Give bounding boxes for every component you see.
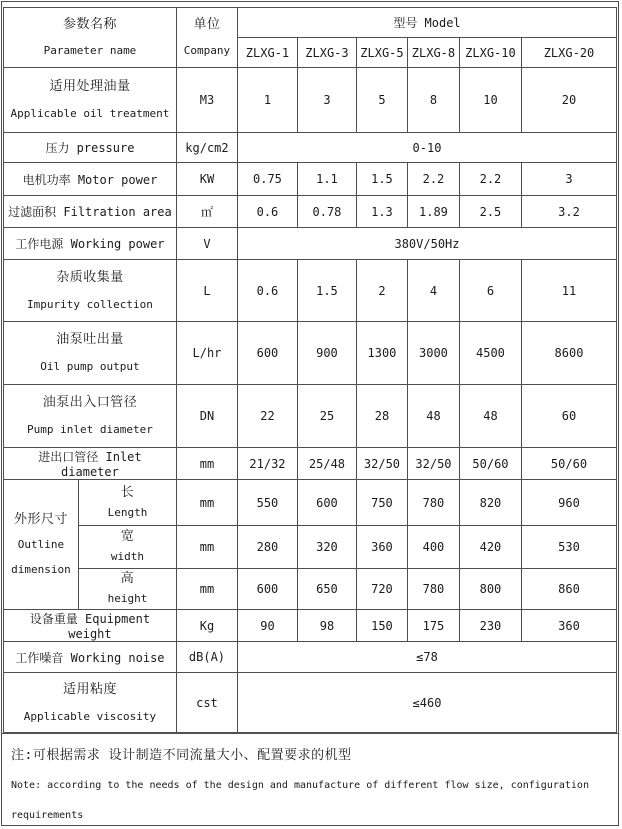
param-working-noise: 工作噪音 Working noise [3,642,176,673]
note-en-line2: requirements [11,810,84,821]
header-parameter-name [3,8,176,68]
value-cell: 0.78 [297,196,356,228]
header-parameter-name-zh: 参数名称 [62,16,117,32]
value-cell: 2.2 [407,163,459,196]
value-cell: 50/60 [521,448,616,480]
value-cell-merged: ≤78 [237,642,616,673]
note-en-line1: Note: according to the needs of the design and manufacture of different flow size, configuration [11,780,589,791]
param-oil-treatment-zh: 适用处理油量 [49,79,131,94]
param-inlet-diameter: 进出口管径 Inlet diameter [3,448,176,480]
unit-cell: KW [176,163,237,196]
value-cell: 600 [237,569,297,610]
value-cell: 5 [356,68,407,133]
value-cell: 780 [407,569,459,610]
value-cell: 150 [356,610,407,642]
unit-cell: mm [176,480,237,526]
header-model-zlxg-20: ZLXG-20 [521,38,616,68]
unit-cell: cst [176,673,237,733]
param-pump-inlet-diameter-en: Pump inlet diameter [27,423,153,436]
value-cell: 3000 [407,322,459,385]
value-cell: 530 [521,526,616,569]
value-cell: 4 [407,260,459,322]
param-oil-pump-output-en: Oil pump output [40,360,140,373]
unit-cell: ㎡ [176,196,237,228]
value-cell: 28 [356,385,407,448]
value-cell: 0.75 [237,163,297,196]
param-impurity-collection-en: Impurity collection [27,297,153,311]
outer-border-box [1,1,619,826]
value-cell: 600 [237,322,297,385]
param-pump-inlet-diameter-zh: 油泵出入口管径 [42,395,138,410]
value-cell-merged: 380V/50Hz [237,228,616,260]
param-oil-treatment-en: Applicable oil treatment [10,107,170,120]
param-equipment-weight: 设备重量 Equipment weight [3,610,176,642]
value-cell: 550 [237,480,297,526]
value-cell: 90 [237,610,297,642]
value-cell: 32/50 [356,448,407,480]
param-oil-pump-output-zh: 油泵吐出量 [56,332,124,347]
value-cell: 0.6 [237,196,297,228]
param-outline-height-zh: 高 [120,571,135,586]
value-cell: 1.5 [297,260,356,322]
header-parameter-name-en: Parameter name [43,43,137,57]
header-unit-en: Company [183,43,231,57]
value-cell: 20 [521,68,616,133]
value-cell: 360 [521,610,616,642]
value-cell: 2.5 [459,196,521,228]
value-cell: 175 [407,610,459,642]
param-outline-width [78,526,176,569]
unit-cell: mm [176,569,237,610]
value-cell: 320 [297,526,356,569]
value-cell: 48 [459,385,521,448]
value-cell: 720 [356,569,407,610]
value-cell: 360 [356,526,407,569]
value-cell-merged: 0-10 [237,133,616,163]
value-cell: 98 [297,610,356,642]
notes-section [2,733,618,829]
param-outline-dimension-en2: dimension [11,563,71,576]
param-viscosity [3,673,176,733]
value-cell: 3 [297,68,356,133]
value-cell: 820 [459,480,521,526]
value-cell: 32/50 [407,448,459,480]
header-model-zlxg-5: ZLXG-5 [356,38,407,68]
header-unit-zh: 单位 [193,16,221,32]
header-model-zlxg-10: ZLXG-10 [459,38,521,68]
value-cell: 800 [459,569,521,610]
unit-cell: M3 [176,68,237,133]
param-viscosity-zh: 适用粘度 [62,681,117,697]
header-model-group: 型号 Model [237,8,616,38]
param-pump-inlet-diameter [3,385,176,448]
value-cell: 2.2 [459,163,521,196]
unit-cell: Kg [176,610,237,642]
value-cell: 1.3 [356,196,407,228]
value-cell: 22 [237,385,297,448]
unit-cell: L/hr [176,322,237,385]
value-cell: 3 [521,163,616,196]
param-outline-length [78,480,176,526]
value-cell: 420 [459,526,521,569]
unit-cell: kg/cm2 [176,133,237,163]
value-cell: 11 [521,260,616,322]
param-viscosity-en: Applicable viscosity [23,709,157,723]
param-outline-dimension [3,480,78,610]
param-outline-dimension-en1: Outline [17,538,65,551]
param-outline-dimension-zh: 外形尺寸 [13,512,68,527]
value-cell: 1.89 [407,196,459,228]
param-outline-length-zh: 长 [120,484,135,500]
param-pressure: 压力 pressure [3,133,176,163]
value-cell: 230 [459,610,521,642]
value-cell: 60 [521,385,616,448]
value-cell: 650 [297,569,356,610]
param-outline-length-en: Length [107,505,148,519]
value-cell: 1300 [356,322,407,385]
param-impurity-collection-zh: 杂质收集量 [56,269,124,285]
spec-table [3,7,617,733]
param-oil-treatment [3,68,176,133]
value-cell: 50/60 [459,448,521,480]
value-cell: 2 [356,260,407,322]
header-model-zlxg-8: ZLXG-8 [407,38,459,68]
value-cell: 4500 [459,322,521,385]
value-cell: 3.2 [521,196,616,228]
value-cell: 6 [459,260,521,322]
value-cell: 600 [297,480,356,526]
unit-cell: L [176,260,237,322]
value-cell: 400 [407,526,459,569]
header-model-zlxg-1: ZLXG-1 [237,38,297,68]
value-cell: 780 [407,480,459,526]
value-cell: 25 [297,385,356,448]
unit-cell: mm [176,526,237,569]
value-cell: 1.1 [297,163,356,196]
param-oil-pump-output [3,322,176,385]
value-cell: 750 [356,480,407,526]
unit-cell: mm [176,448,237,480]
param-outline-width-zh: 宽 [120,529,135,544]
value-cell: 48 [407,385,459,448]
param-working-power: 工作电源 Working power [3,228,176,260]
value-cell: 1.5 [356,163,407,196]
param-outline-height-en: height [107,592,148,605]
param-outline-width-en: width [110,550,145,563]
value-cell: 8 [407,68,459,133]
value-cell-merged: ≤460 [237,673,616,733]
value-cell: 900 [297,322,356,385]
unit-cell: dB(A) [176,642,237,673]
value-cell: 280 [237,526,297,569]
value-cell: 8600 [521,322,616,385]
param-outline-height [78,569,176,610]
value-cell: 21/32 [237,448,297,480]
param-filtration-area: 过滤面积 Filtration area [3,196,176,228]
value-cell: 0.6 [237,260,297,322]
param-motor-power: 电机功率 Motor power [3,163,176,196]
header-model-zlxg-3: ZLXG-3 [297,38,356,68]
value-cell: 860 [521,569,616,610]
value-cell: 10 [459,68,521,133]
param-impurity-collection [3,260,176,322]
note-zh: 注:可根据需求 设计制造不同流量大小、配置要求的机型 [11,748,352,763]
value-cell: 25/48 [297,448,356,480]
unit-cell: DN [176,385,237,448]
value-cell: 960 [521,480,616,526]
header-unit [176,8,237,68]
value-cell: 1 [237,68,297,133]
unit-cell: V [176,228,237,260]
